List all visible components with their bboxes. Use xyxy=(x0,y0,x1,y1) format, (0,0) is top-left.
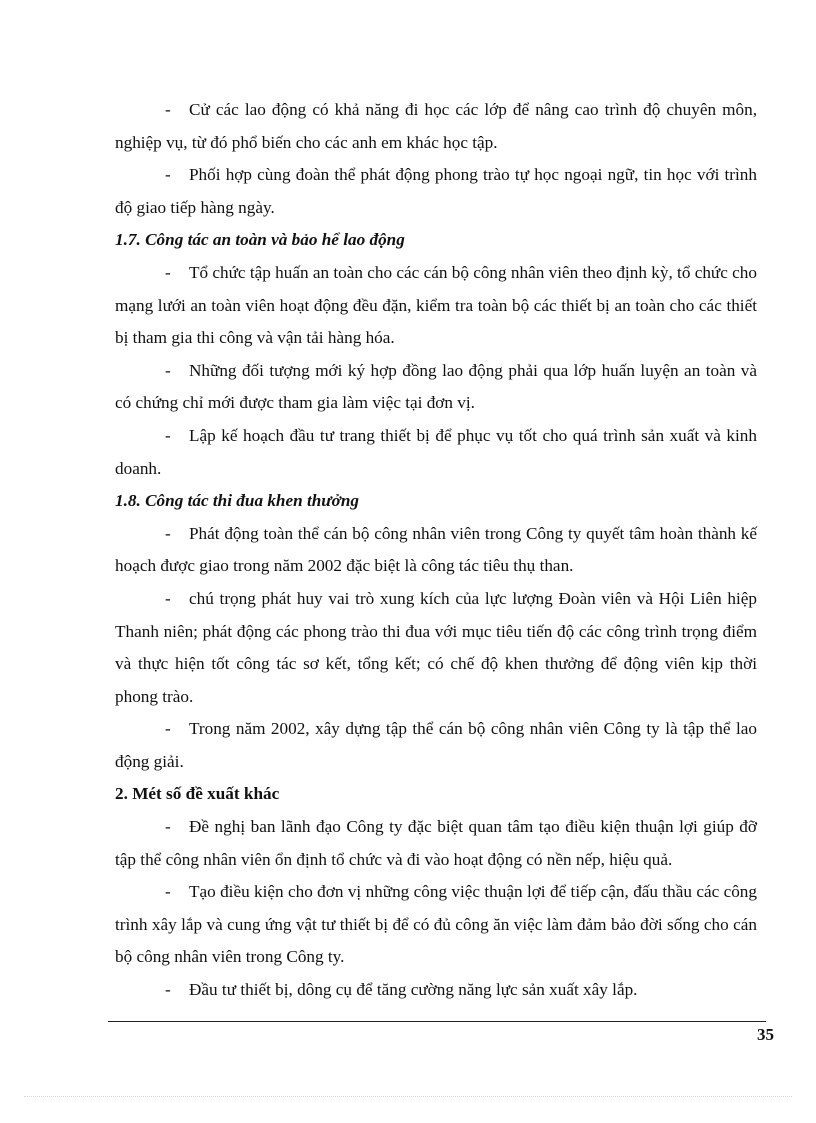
section-heading-1-7: 1.7. Công tác an toàn và bảo hể lao động xyxy=(115,230,405,250)
dash-marker: - xyxy=(165,980,171,1000)
item-text: Những đối tượng mới ký hợp đồng lao động phải qua lớp huấn luyện an toàn và có chứng chỉ mới được tham gia làm việc tại đơn vị. xyxy=(115,360,757,413)
item-text: Phối hợp cùng đoàn thể phát động phong trào tự học ngoại ngữ, tin học với trình độ giao tiếp hàng ngày. xyxy=(115,165,757,217)
page-number: 35 xyxy=(757,1025,774,1044)
list-item xyxy=(115,876,757,974)
item-text: Đầu tư thiết bị, dông cụ để tăng cường năng lực sản xuất xây lắp. xyxy=(189,980,638,1000)
list-item xyxy=(115,518,757,583)
page-edge-dotted-line xyxy=(24,1096,792,1097)
list-item xyxy=(115,159,757,224)
dash-marker: - xyxy=(165,360,171,380)
dash-marker: - xyxy=(165,165,171,185)
list-item xyxy=(115,94,757,159)
dash-marker: - xyxy=(165,523,171,543)
item-text: Đề nghị ban lãnh đạo Công ty đặc biệt quan tâm tạo điều kiện thuận lợi giúp đỡ tập thể công nhân viên ổn định tổ chức và đi vào hoạt động có nền nếp, hiệu quả. xyxy=(115,817,757,869)
dash-marker: - xyxy=(165,425,171,445)
item-text: Trong năm 2002, xây dựng tập thể cán bộ công nhân viên Công ty là tập thể lao động giải. xyxy=(115,719,757,771)
list-item xyxy=(115,420,757,485)
dash-marker: - xyxy=(165,262,171,282)
dash-marker: - xyxy=(165,817,171,837)
item-text: Tạo điều kiện cho đơn vị những công việc thuận lợi để tiếp cận, đấu thầu các công trình xây lắp và cung ứng vật tư thiết bị để có đủ công ăn việc làm đảm bảo đời sống cho cán bộ công nhân viên trong Công ty. xyxy=(115,882,757,967)
body-text xyxy=(115,94,757,1007)
list-item xyxy=(115,811,757,876)
footer-divider xyxy=(108,1021,766,1022)
list-item xyxy=(115,257,757,355)
section-heading-1-8: 1.8. Công tác thi đua khen thưởng xyxy=(115,491,359,511)
dash-marker: - xyxy=(165,719,171,739)
dash-marker: - xyxy=(165,588,171,608)
list-item xyxy=(115,713,757,778)
item-text: Phát động toàn thể cán bộ công nhân viên trong Công ty quyết tâm hoàn thành kế hoạch được giao trong năm 2002 đặc biệt là công tác tiêu thụ than. xyxy=(115,523,757,576)
dash-marker: - xyxy=(165,100,171,119)
item-text: Lập kế hoạch đầu tư trang thiết bị để phục vụ tốt cho quá trình sản xuất và kinh doanh. xyxy=(115,425,757,478)
item-text: Tổ chức tập huấn an toàn cho các cán bộ công nhân viên theo định kỳ, tổ chức cho mạng lưới an toàn viên hoạt động đều đặn, kiểm tra toàn bộ các thiết bị an toàn cho các thiết bị tham gia thi công và vận tải hàng hóa. xyxy=(115,262,757,348)
list-item xyxy=(115,583,757,713)
item-text: Cử các lao động có khả năng đi học các lớp để nâng cao trình độ chuyên môn, nghiệp vụ, từ đó phổ biến cho các anh em khác học tập. xyxy=(115,100,757,152)
section-heading-2: 2. Mét số đề xuất khác xyxy=(115,784,280,804)
item-text: chú trọng phát huy vai trò xung kích của lực lượng Đoàn viên và Hội Liên hiệp Thanh niên; phát động các phong trào thi đua với mục tiêu tiến độ các công trình trọng điểm và thực hiện tốt công tác sơ kết, tổng kết; có chế độ khen thưởng để động viên kịp thời phong trào. xyxy=(115,588,757,706)
list-item xyxy=(115,974,757,1007)
list-item xyxy=(115,355,757,420)
dash-marker: - xyxy=(165,882,171,902)
